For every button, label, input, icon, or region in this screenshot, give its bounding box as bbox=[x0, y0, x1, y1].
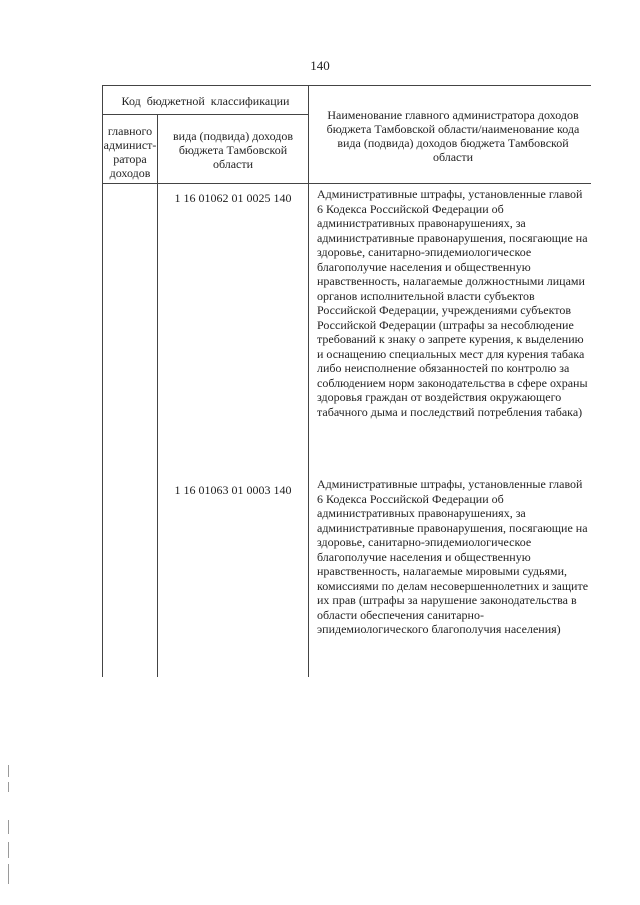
header-col-name: Наименование главного администратора доходов бюджета Тамбовской области/наименование кода вида (подвида) доходов бюджета Тамбовской области bbox=[326, 108, 580, 164]
scan-mark bbox=[8, 765, 9, 777]
row-1-income-code: 1 16 01062 01 0025 140 bbox=[174, 191, 292, 205]
row-2-income-code: 1 16 01063 01 0003 140 bbox=[174, 483, 292, 497]
column-divider-1 bbox=[157, 114, 158, 677]
row-1-name: Административные штрафы, установленные главой 6 Кодекса Российской Федерации об административных правонарушениях, за административные правонарушения, посягающие на здоровье, санитарно-эпидемиологическое благополучие населения и общественную нравственность, налагаемые должностными лицами органов исполнительной власти субъектов Российской Федерации, учреждениями субъектов Российской Федерации (штрафы за несоблюдение требований к знаку о запрете курения, к выделению и оснащению специальных мест для курения табака либо неисполнение обязанностей по контролю за соблюдением норм законодательства в сфере охраны здоровья граждан от воздействия окружающего табачного дыма и последствий потребления табака) bbox=[317, 187, 588, 419]
header-bottom-rule bbox=[102, 183, 591, 184]
header-col-admin: главного админист-ратора доходов bbox=[103, 124, 157, 180]
header-group-title: Код бюджетной классификации bbox=[121, 94, 290, 108]
header-col-income-type: вида (подвида) доходов бюджета Тамбовской области bbox=[173, 129, 293, 171]
scan-mark bbox=[8, 820, 9, 834]
header-group-divider bbox=[102, 114, 308, 115]
scan-mark bbox=[8, 864, 9, 884]
table-top-rule bbox=[102, 85, 591, 86]
row-2-name: Административные штрафы, установленные главой 6 Кодекса Российской Федерации об административных правонарушениях, за административные правонарушения, посягающие на здоровье, санитарно-эпидемиологическое благополучие населения и общественную нравственность, налагаемые мировыми судьями, комиссиями по делам несовершеннолетних и защите их прав (штрафы за нарушение законодательства в области обеспечения санитарно-эпидемиологического благополучия населения) bbox=[317, 477, 589, 636]
scan-mark bbox=[8, 782, 9, 792]
page-number: 140 bbox=[310, 58, 330, 73]
scan-mark bbox=[8, 842, 9, 858]
column-divider-2 bbox=[308, 85, 309, 677]
